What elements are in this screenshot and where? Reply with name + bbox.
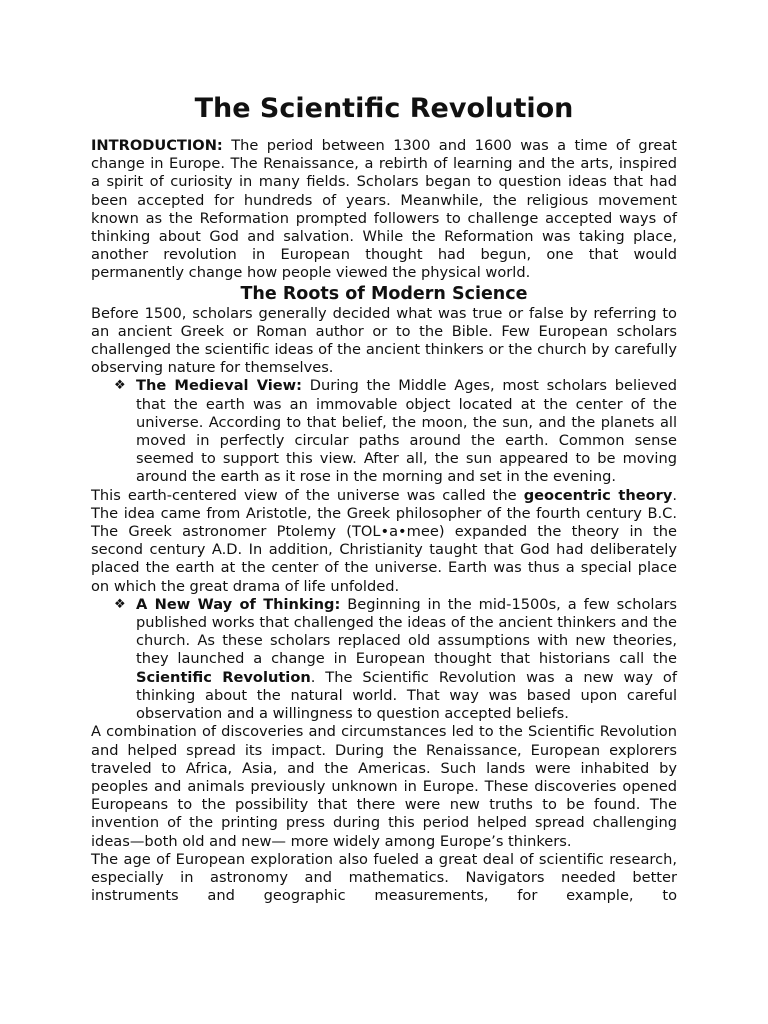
bullet-label-medieval-view: The Medieval View: bbox=[136, 377, 303, 395]
intro-label: INTRODUCTION: bbox=[91, 137, 223, 154]
diamond-bullet-icon: ❖ bbox=[114, 378, 126, 394]
geocentric-text-before: This earth-centered view of the universe was called the bbox=[91, 486, 524, 504]
document-page bbox=[91, 90, 677, 905]
bullet-list-medieval bbox=[91, 377, 677, 486]
bullet-text-new-way-after: . The Scientific Revolution was a new way of thinking about the natural world. That way was based upon careful observation and a willingness to question accepted beliefs. bbox=[136, 668, 677, 723]
paragraph-exploration: The age of European exploration also fueled a great deal of scientific research, especially in astronomy and mathematics. Navigators needed better instruments and geographic measurements, for example, to bbox=[91, 850, 677, 905]
intro-text: The period between 1300 and 1600 was a time of great change in Europe. The Renaissance, a rebirth of learning and the arts, inspired a spirit of curiosity in many fields. Scholars began to question ideas that had been accepted for hundreds of years. Meanwhile, the religious movement known as the Reformation prompted followers to challenge accepted ways of thinking about God and salvation. While the Reformation was taking place, another revolution in European thought had begun, one that would permanently change how people viewed the physical world. bbox=[91, 137, 677, 282]
bullet-list-new-way bbox=[91, 596, 677, 723]
bullet-item-new-way bbox=[114, 595, 677, 723]
bullet-label-new-way: A New Way of Thinking: bbox=[136, 595, 341, 613]
page-title: The Scientific Revolution bbox=[194, 93, 574, 124]
geocentric-term: geocentric theory bbox=[523, 486, 673, 504]
diamond-bullet-icon: ❖ bbox=[114, 596, 126, 612]
paragraph-combination: A combination of discoveries and circumstances led to the Scientific Revolution and helped spread its impact. During the Renaissance, European explorers traveled to Africa, Asia, and the Americas. Such lands were inhabited by peoples and animals previously unknown in Europe. These discoveries opened Europeans to the possibility that there were new truths to be found. The invention of the printing press during this period helped spread challenging ideas—both old and new— more widely among Europe’s thinkers. bbox=[91, 723, 677, 850]
bullet-text-medieval-view: During the Middle Ages, most scholars believed that the earth was an immovable object located at the center of the universe. According to that belief, the moon, the sun, and the planets all moved in perfectly circular paths around the earth. Common sense seemed to support this view. After all, the sun appeared to be moving around the earth as it rose in the morning and set in the evening. bbox=[136, 377, 677, 486]
bullet-item-medieval-view bbox=[114, 377, 677, 486]
bullet-text-new-way-before: Beginning in the mid-1500s, a few scholars published works that challenged the ideas of the ancient thinkers and the church. As these scholars replaced old assumptions with new theories, they launched a change in European thought that historians call the bbox=[136, 595, 677, 668]
paragraph-geocentric bbox=[91, 487, 677, 596]
paragraph-before-1500: Before 1500, scholars generally decided what was true or false by referring to an ancient Greek or Roman author or to the Bible. Few European scholars challenged the scientific ideas of the ancient thinkers or the church by carefully observing nature for themselves. bbox=[91, 304, 677, 377]
geocentric-text-after: . The idea came from Aristotle, the Greek philosopher of the fourth century B.C. The Greek astronomer Ptolemy (TOL•a•mee) expanded the theory in the second century A.D. In addition, Christianity taught that God had deliberately placed the earth at the center of the universe. Earth was thus a special place on which the great drama of life unfolded. bbox=[91, 486, 677, 595]
intro-paragraph bbox=[91, 137, 677, 283]
section-heading: The Roots of Modern Science bbox=[240, 283, 528, 304]
scientific-revolution-term: Scientific Revolution bbox=[136, 668, 311, 686]
